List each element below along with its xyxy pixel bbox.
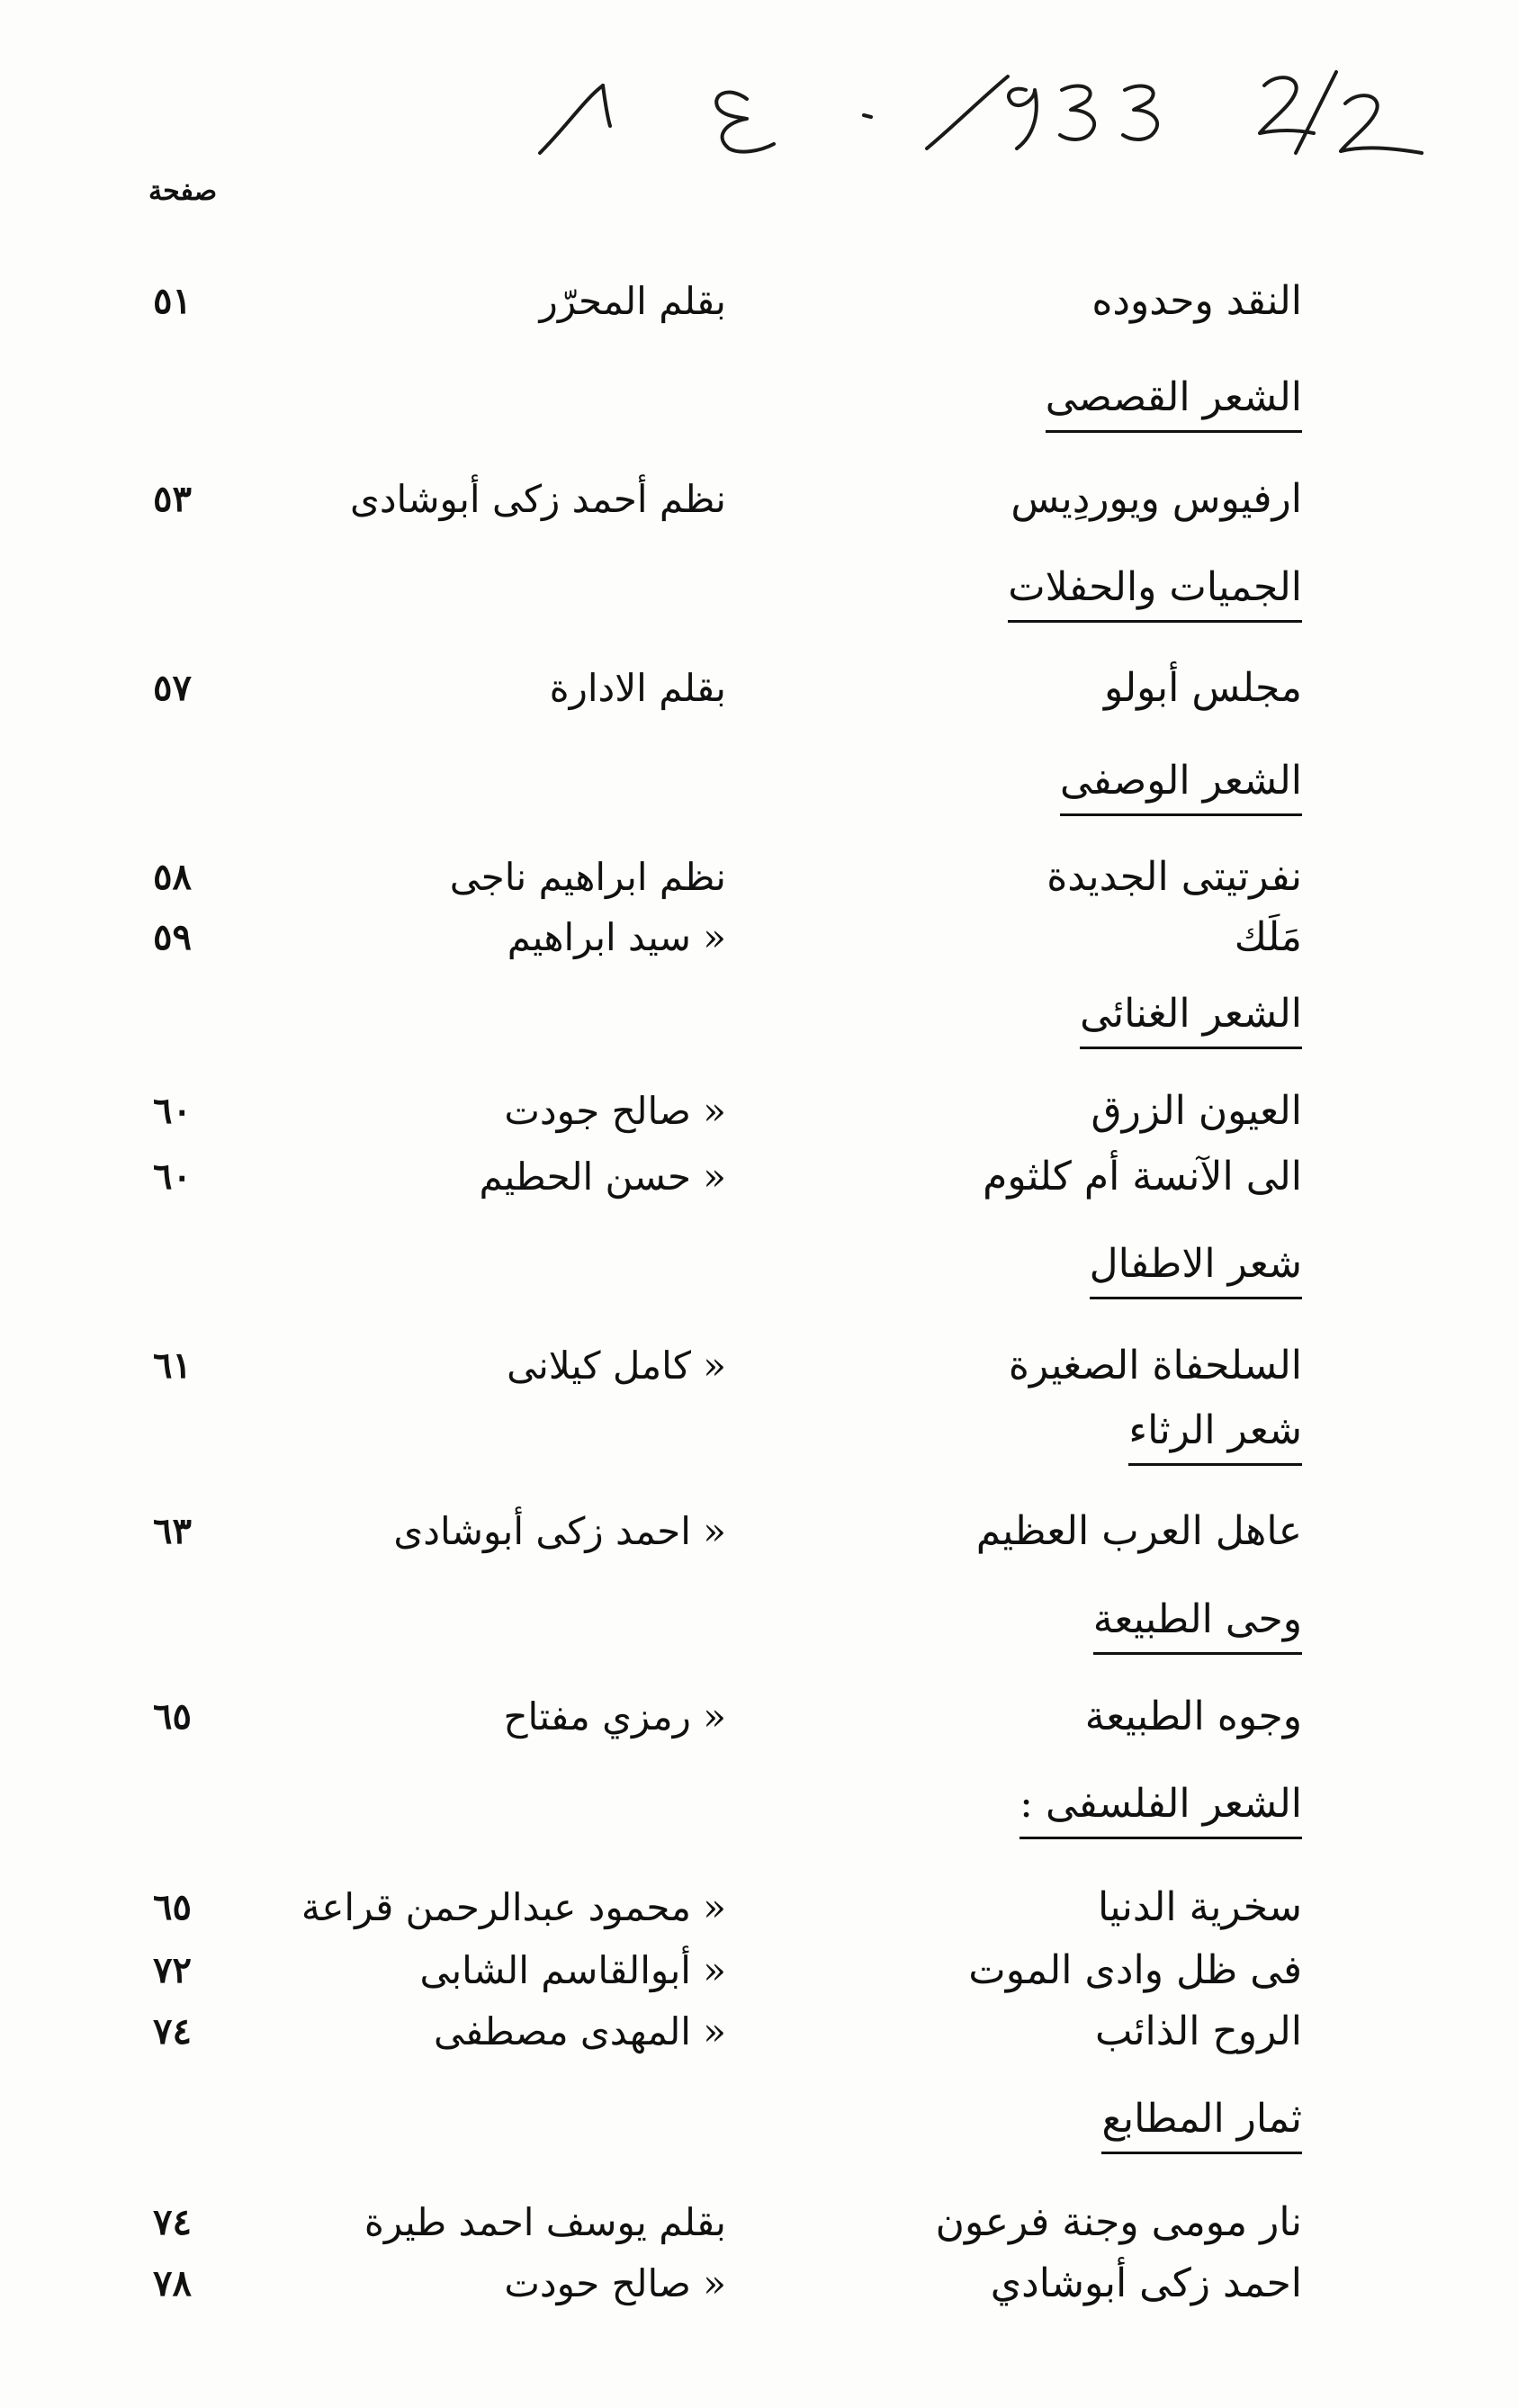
entry-title: العيون الزرق (1091, 1088, 1302, 1134)
section-heading: ثمار المطابع (1101, 2092, 1302, 2154)
toc-entry (0, 2196, 1518, 2259)
entry-author: « سيد ابراهيم (507, 915, 726, 959)
entry-author: « صالح جودت (504, 1089, 726, 1133)
toc-entry (0, 1944, 1518, 2007)
toc-entry (0, 2005, 1518, 2068)
toc-entry (0, 1084, 1518, 1147)
entry-title: الروح الذائب (1095, 2008, 1302, 2054)
entry-page: ٥٩ (153, 916, 192, 958)
section-heading: شعر الاطفال (1090, 1237, 1302, 1299)
entry-author: « حسن الحطيم (479, 1155, 726, 1199)
entry-page: ٧٨ (153, 2262, 192, 2305)
entry-page: ٥٧ (153, 667, 192, 709)
toc-entry (0, 472, 1518, 535)
entry-author: نظم أحمد زكى أبوشادى (349, 477, 726, 521)
toc-entry (0, 2257, 1518, 2320)
entry-title: وجوه الطبيعة (1084, 1694, 1302, 1739)
entry-author: « كامل كيلانى (507, 1343, 726, 1388)
entry-title: مجلس أبولو (1104, 665, 1302, 711)
entry-page: ٥١ (153, 280, 192, 322)
toc-entry (0, 1690, 1518, 1753)
section-heading: وحى الطبيعة (1093, 1593, 1302, 1655)
entry-page: ٦٥ (153, 1695, 192, 1738)
entry-author: « محمود عبدالرحمن قراعة (301, 1885, 726, 1929)
section-heading: شعر الرثاء (1128, 1404, 1302, 1466)
entry-author: « رمزي مفتاح (503, 1694, 726, 1739)
entry-author: « صالح حودت (504, 2261, 726, 2305)
entry-page: ٧٤ (153, 2010, 192, 2053)
page-column-label: صفحة (148, 175, 218, 207)
entry-title: نفرتيتى الجديدة (1046, 854, 1302, 900)
section-heading: الشعر الغنائى (1080, 987, 1302, 1049)
entry-title: عاهل العرب العظيم (975, 1508, 1302, 1554)
entry-page: ٦٣ (153, 1510, 192, 1552)
section-heading: الشعر الفلسفى : (1019, 1777, 1302, 1839)
entry-title: مَلَك (1234, 914, 1302, 960)
entry-title: نار مومى وجنة فرعون (935, 2199, 1302, 2245)
toc-entry (0, 1505, 1518, 1568)
entry-page: ٦٥ (153, 1886, 192, 1928)
entry-author: « أبوالقاسم الشابى (419, 1948, 726, 1992)
entry-author: بقلم يوسف احمد طيرة (364, 2200, 726, 2244)
entry-title: السلحفاة الصغيرة (1008, 1343, 1302, 1388)
entry-page: ٥٣ (153, 478, 192, 520)
entry-page: ٦١ (153, 1344, 192, 1387)
section-heading: الجميات والحفلات (1008, 561, 1302, 623)
toc-entry (0, 911, 1518, 974)
entry-author: بقلم المحرّر (539, 279, 726, 323)
entry-author: « المهدى مصطفى (433, 2009, 726, 2053)
entry-author: بقلم الادارة (549, 666, 726, 710)
entry-title: الى الآنسة أم كلثوم (983, 1154, 1302, 1200)
toc-entry (0, 274, 1518, 337)
section-heading: الشعر القصصى (1046, 371, 1302, 433)
entry-title: ارفيوس ويوردِيس (1011, 476, 1302, 522)
toc-entry (0, 1339, 1518, 1402)
toc-entry (0, 1150, 1518, 1213)
entry-title: سخرية الدنيا (1097, 1884, 1302, 1930)
entry-page: ٦٠ (153, 1155, 192, 1198)
entry-title: فى ظل وادى الموت (968, 1947, 1302, 1993)
entry-title: النقد وحدوده (1091, 278, 1302, 324)
entry-author: « احمد زكى أبوشادى (393, 1509, 726, 1553)
entry-page: ٧٤ (153, 2201, 192, 2243)
toc-entry (0, 850, 1518, 913)
entry-title: احمد زكى أبوشادي (990, 2260, 1302, 2306)
toc-entry (0, 1881, 1518, 1944)
entry-page: ٥٨ (153, 856, 192, 898)
toc-entry (0, 661, 1518, 724)
entry-page: ٦٠ (153, 1090, 192, 1132)
section-heading: الشعر الوصفى (1060, 754, 1302, 816)
entry-page: ٧٢ (153, 1949, 192, 1991)
entry-author: نظم ابراهيم ناجى (449, 855, 726, 899)
